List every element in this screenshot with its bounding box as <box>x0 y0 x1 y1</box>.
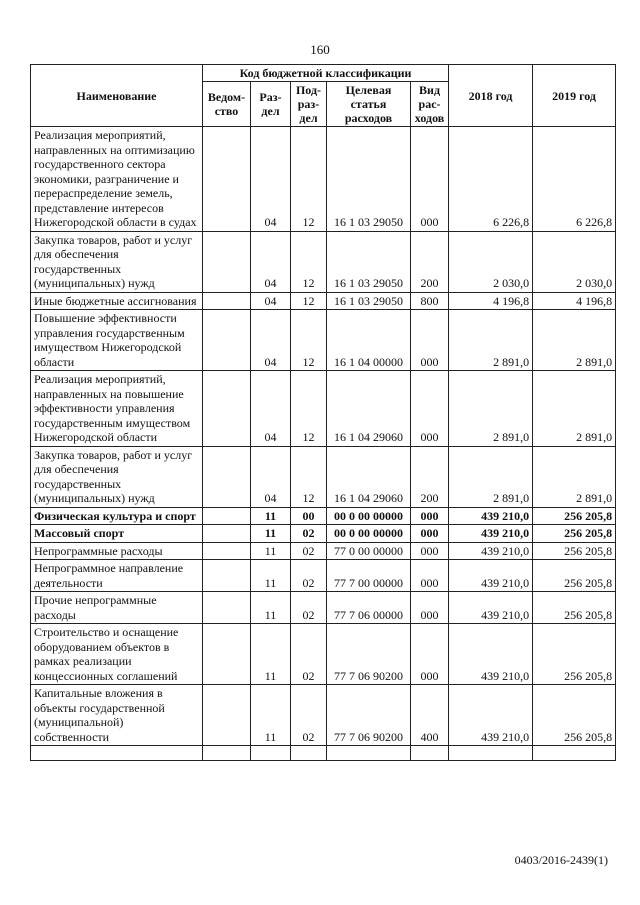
table-row <box>31 525 616 543</box>
row-type: 000 <box>411 542 449 560</box>
row-2019: 2 891,0 <box>533 446 616 507</box>
row-subsection: 02 <box>291 525 327 543</box>
header-target: Целевая статья расходов <box>327 82 411 127</box>
row-ministry <box>203 592 251 624</box>
row-ministry <box>203 507 251 525</box>
row-section: 11 <box>251 624 291 685</box>
row-2018: 2 891,0 <box>449 371 533 447</box>
row-subsection: 02 <box>291 685 327 746</box>
row-ministry <box>203 560 251 592</box>
row-type: 000 <box>411 624 449 685</box>
header-2018: 2018 год <box>449 65 533 127</box>
row-type: 000 <box>411 525 449 543</box>
row-target: 77 7 06 90200 <box>327 624 411 685</box>
header-2019: 2019 год <box>533 65 616 127</box>
row-subsection: 12 <box>291 292 327 310</box>
row-2019: 6 226,8 <box>533 127 616 232</box>
row-subsection: 12 <box>291 310 327 371</box>
row-target: 77 7 06 90200 <box>327 685 411 746</box>
header-section: Раз-дел <box>251 82 291 127</box>
table-row <box>31 507 616 525</box>
table-row <box>31 127 616 232</box>
row-2018: 2 030,0 <box>449 231 533 292</box>
table-row <box>31 685 616 746</box>
budget-table <box>30 64 616 761</box>
row-section: 04 <box>251 231 291 292</box>
table-row <box>31 624 616 685</box>
row-2018: 439 210,0 <box>449 542 533 560</box>
header-ministry: Ведом-ство <box>203 82 251 127</box>
row-2018: 439 210,0 <box>449 507 533 525</box>
row-name: Реализация мероприятий, направленных на повышение эффективности управления государственным имуществом Нижегородской области <box>31 371 203 447</box>
row-target: 77 7 06 00000 <box>327 592 411 624</box>
row-2019: 256 205,8 <box>533 560 616 592</box>
table-row <box>31 231 616 292</box>
row-name: Строительство и оснащение оборудованием объектов в рамках реализации концессионных соглашений <box>31 624 203 685</box>
row-section: 11 <box>251 542 291 560</box>
row-name: Закупка товаров, работ и услуг для обеспечения государственных (муниципальных) нужд <box>31 231 203 292</box>
row-subsection: 02 <box>291 592 327 624</box>
row-target: 16 1 04 29060 <box>327 446 411 507</box>
header-name: Наименование <box>31 65 203 127</box>
row-2019: 2 030,0 <box>533 231 616 292</box>
row-name: Физическая культура и спорт <box>31 507 203 525</box>
row-target: 00 0 00 00000 <box>327 525 411 543</box>
row-type: 000 <box>411 507 449 525</box>
row-target: 77 0 00 00000 <box>327 542 411 560</box>
row-type: 000 <box>411 310 449 371</box>
row-section: 04 <box>251 310 291 371</box>
row-2018: 439 210,0 <box>449 525 533 543</box>
row-target: 16 1 04 00000 <box>327 310 411 371</box>
row-subsection: 02 <box>291 560 327 592</box>
row-2018: 439 210,0 <box>449 624 533 685</box>
row-section: 04 <box>251 292 291 310</box>
row-subsection: 12 <box>291 371 327 447</box>
header-code-group: Код бюджетной классификации <box>203 65 449 82</box>
table-row <box>31 560 616 592</box>
row-2019: 256 205,8 <box>533 507 616 525</box>
table-row <box>31 446 616 507</box>
document-code: 0403/2016-2439(1) <box>514 853 608 867</box>
row-2018: 6 226,8 <box>449 127 533 232</box>
row-ministry <box>203 310 251 371</box>
row-2018: 2 891,0 <box>449 446 533 507</box>
row-type: 000 <box>411 127 449 232</box>
row-name: Капитальные вложения в объекты государственной (муниципальной) собственности <box>31 685 203 746</box>
row-2019: 256 205,8 <box>533 685 616 746</box>
row-subsection: 12 <box>291 231 327 292</box>
row-ministry <box>203 685 251 746</box>
row-target: 77 7 00 00000 <box>327 560 411 592</box>
row-name: Непрограммные расходы <box>31 542 203 560</box>
row-2019: 4 196,8 <box>533 292 616 310</box>
row-2019: 256 205,8 <box>533 592 616 624</box>
row-section: 11 <box>251 525 291 543</box>
row-type: 200 <box>411 446 449 507</box>
table-row <box>31 292 616 310</box>
row-target: 16 1 03 29050 <box>327 292 411 310</box>
row-name: Реализация мероприятий, направленных на оптимизацию государственного сектора экономики, разграничение и перераспределение земель, представление интересов Нижегородской области в судах <box>31 127 203 232</box>
row-ministry <box>203 371 251 447</box>
row-target: 16 1 03 29050 <box>327 127 411 232</box>
row-type: 000 <box>411 592 449 624</box>
row-2018: 4 196,8 <box>449 292 533 310</box>
row-type: 000 <box>411 371 449 447</box>
row-2018: 439 210,0 <box>449 560 533 592</box>
row-type: 800 <box>411 292 449 310</box>
row-subsection: 12 <box>291 446 327 507</box>
row-2018: 439 210,0 <box>449 592 533 624</box>
row-subsection: 12 <box>291 127 327 232</box>
row-2019: 256 205,8 <box>533 542 616 560</box>
row-subsection: 02 <box>291 542 327 560</box>
row-type: 400 <box>411 685 449 746</box>
row-ministry <box>203 624 251 685</box>
row-ministry <box>203 231 251 292</box>
row-type: 200 <box>411 231 449 292</box>
row-subsection: 02 <box>291 624 327 685</box>
table-row <box>31 310 616 371</box>
row-2019: 256 205,8 <box>533 525 616 543</box>
row-ministry <box>203 525 251 543</box>
row-name: Закупка товаров, работ и услуг для обеспечения государственных (муниципальных) нужд <box>31 446 203 507</box>
row-ministry <box>203 127 251 232</box>
row-section: 11 <box>251 507 291 525</box>
row-section: 11 <box>251 685 291 746</box>
row-section: 11 <box>251 592 291 624</box>
empty-row <box>31 746 616 761</box>
row-name: Повышение эффективности управления государственным имуществом Нижегородской области <box>31 310 203 371</box>
header-subsection: Под-раз-дел <box>291 82 327 127</box>
row-target: 16 1 04 29060 <box>327 371 411 447</box>
row-2019: 2 891,0 <box>533 371 616 447</box>
row-2018: 2 891,0 <box>449 310 533 371</box>
table-row <box>31 371 616 447</box>
row-2019: 2 891,0 <box>533 310 616 371</box>
row-section: 11 <box>251 560 291 592</box>
page-number: 160 <box>310 42 330 57</box>
row-type: 000 <box>411 560 449 592</box>
header-expense-type: Вид рас-ходов <box>411 82 449 127</box>
row-name: Прочие непрограммные расходы <box>31 592 203 624</box>
row-section: 04 <box>251 371 291 447</box>
row-target: 16 1 03 29050 <box>327 231 411 292</box>
row-section: 04 <box>251 446 291 507</box>
row-2019: 256 205,8 <box>533 624 616 685</box>
row-subsection: 00 <box>291 507 327 525</box>
row-target: 00 0 00 00000 <box>327 507 411 525</box>
row-ministry <box>203 446 251 507</box>
row-name: Массовый спорт <box>31 525 203 543</box>
row-ministry <box>203 542 251 560</box>
row-ministry <box>203 292 251 310</box>
row-name: Непрограммное направление деятельности <box>31 560 203 592</box>
row-2018: 439 210,0 <box>449 685 533 746</box>
row-name: Иные бюджетные ассигнования <box>31 292 203 310</box>
table-row <box>31 542 616 560</box>
row-section: 04 <box>251 127 291 232</box>
table-row <box>31 592 616 624</box>
